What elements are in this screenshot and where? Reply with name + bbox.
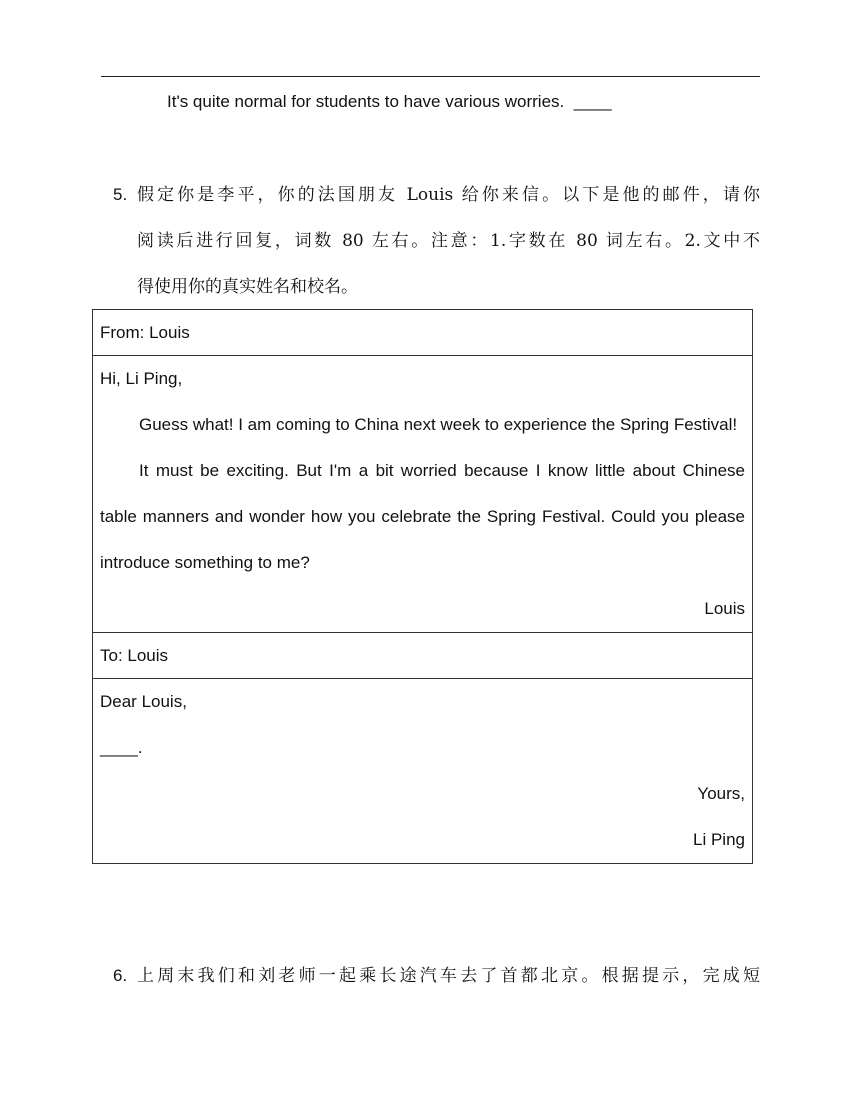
reply-greeting: Dear Louis, [100, 692, 187, 711]
question-6 [113, 953, 760, 999]
previous-sentence-text: It's quite normal for students to have various worries. [167, 92, 565, 111]
email-body-row [93, 356, 753, 633]
reply-closing: Yours, [697, 784, 745, 803]
question-number: 6. [113, 966, 128, 985]
email-from-row [93, 310, 753, 356]
reply-body [93, 679, 753, 864]
question-5-line-2 [113, 218, 760, 264]
question-number: 5. [113, 185, 128, 204]
reply-signature: Li Ping [693, 830, 745, 849]
question-5-prompt-line-2: 阅读后进行回复，词数 80 左右。注意：1.字数在 80 词左右。2.文中不 [137, 231, 760, 251]
email-paragraph-2: It must be exciting. But I'm a bit worried because I know little about Chinese table manners and wonder how you celebrate the Spring Festival. Could you please introduce something to me? [100, 461, 745, 572]
previous-item-sentence [167, 92, 612, 112]
email-signature: Louis [704, 599, 745, 618]
to-header: To: Louis [93, 633, 753, 679]
reply-body-row [93, 679, 753, 864]
question-5-line-1 [113, 172, 760, 218]
question-5-prompt-line-1: 假定你是李平，你的法国朋友 Louis 给你来信。以下是他的邮件，请你 [137, 185, 760, 205]
question-5-line-3 [113, 264, 760, 310]
question-6-prompt-line-1: 上周末我们和刘老师一起乘长途汽车去了首都北京。根据提示，完成短 [137, 966, 760, 986]
email-to-row [93, 633, 753, 679]
from-header: From: Louis [93, 310, 753, 356]
top-divider [101, 76, 760, 77]
email-body [93, 356, 753, 633]
email-table [92, 309, 753, 864]
answer-blank: ____ [573, 92, 612, 111]
email-paragraph-1: Guess what! I am coming to China next week to experience the Spring Festival! [139, 415, 738, 434]
question-5 [113, 172, 760, 310]
reply-answer-blank: ____. [100, 738, 143, 757]
question-5-prompt-line-3: 得使用你的真实姓名和校名。 [137, 277, 358, 297]
email-greeting: Hi, Li Ping, [100, 369, 183, 388]
